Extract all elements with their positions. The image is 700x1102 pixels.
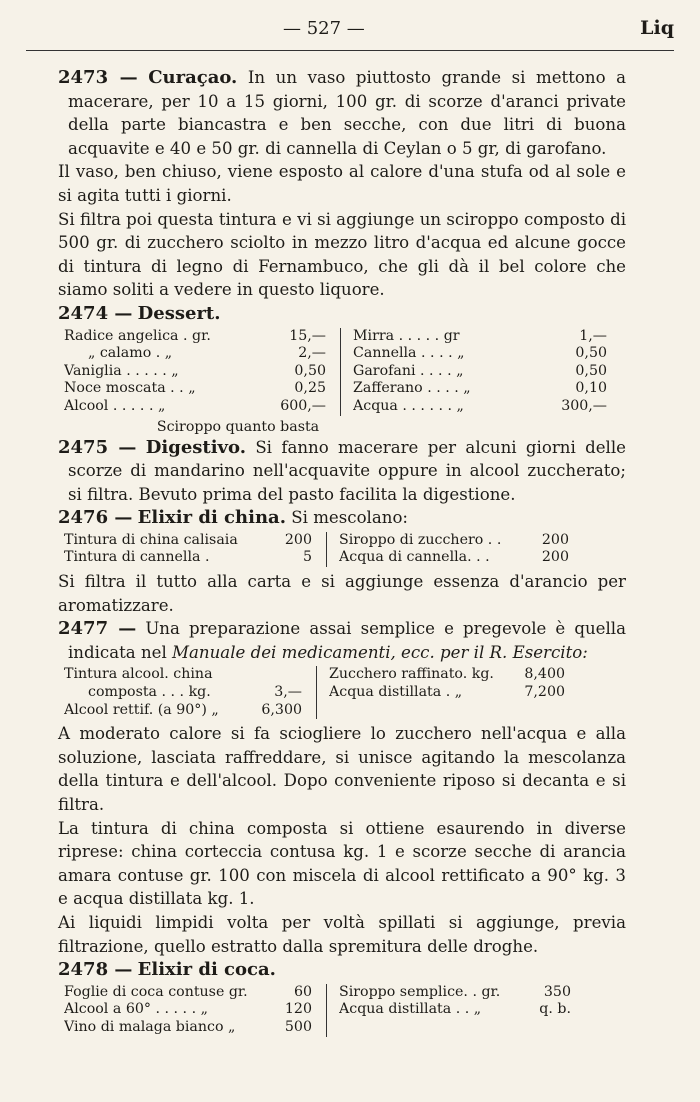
- ingredient-column-left: [58, 328, 340, 416]
- ingredient-row: Tintura alcool. china: [64, 666, 213, 683]
- ingredient-row: Siroppo semplice. . gr. 350: [339, 983, 571, 1000]
- ingredient-row: Alcool . . . . . „ 600,—: [64, 397, 326, 414]
- ingredient-table: [58, 328, 626, 416]
- entry-2474: [58, 302, 626, 326]
- entry-title: Curaçao.: [148, 67, 238, 88]
- ingredient-row: Alcool rettif. (a 90°) „ 6,300: [64, 701, 302, 718]
- ingredient-row: Mirra . . . . . gr 1,—: [353, 327, 607, 344]
- entry-title: Dessert.: [137, 302, 221, 324]
- paragraph: La tintura di china composta si ottiene esaurendo in diverse riprese: china corteccia contusa kg. 1 e scorze secche di arancia amara contuse gr. 100 con miscela di alcool rettificato a 90° kg. 3 e acqua distillata kg. 1.: [58, 818, 626, 909]
- entry-title: Elixir di coca.: [137, 959, 276, 981]
- ingredient-row: Foglie di coca contuse gr. 60: [64, 983, 312, 1000]
- ingredient-row: Tintura di cannella . 5: [64, 549, 312, 566]
- ingredient-row: Alcool a 60° . . . . . „ 120: [64, 1001, 312, 1018]
- paragraph: A moderato calore si fa sciogliere lo zucchero nell'acqua e alla soluzione, lasciata raffreddare, si unisce agitando la mescolanza della tintura e dell'alcool. Dopo conveniente riposo si decanta e si filtra.: [58, 724, 626, 814]
- ingredient-column-left: [58, 532, 326, 567]
- ingredient-row: Garofani . . . . „ 0,50: [353, 362, 607, 379]
- ingredient-row: Tintura di china calisaia 200: [64, 531, 312, 548]
- paragraph: Si filtra il tutto alla carta e si aggiunge essenza d'arancio per aromatizzare.: [58, 572, 626, 615]
- ingredient-row: Vaniglia . . . . . „ 0,50: [64, 362, 326, 379]
- ingredient-row: composta . . . kg. 3,—: [88, 684, 302, 701]
- entry-number: 2475 —: [58, 436, 137, 458]
- entry-title: Elixir di china.: [137, 507, 286, 529]
- paragraph: Si filtra poi questa tintura e vi si aggiunge un sciroppo composto di 500 gr. di zucchero sciolto in mezzo litro d'acqua ed alcune gocce di tintura di legno di Fernambuco, che gli dà il bel colore che siamo soliti a vedere in questo liquore.: [58, 209, 626, 300]
- entry-number: 2473 —: [58, 67, 138, 88]
- ingredient-column-right: [316, 666, 579, 719]
- entry-2475: [58, 436, 626, 507]
- ingredient-column-right: [340, 328, 621, 416]
- page-body: [58, 66, 626, 1040]
- entry-title: Digestivo.: [145, 436, 246, 458]
- ingredient-row: Vino di malaga bianco „ 500: [64, 1018, 312, 1035]
- ingredient-row: Acqua distillata . „ 7,200: [329, 684, 565, 701]
- page-header: [0, 14, 700, 54]
- entry-text: Si mescolano:: [291, 508, 409, 528]
- ingredient-column-right: [326, 532, 583, 567]
- paragraph: Ai liquidi limpidi volta per voltà spillati si aggiunge, previa filtrazione, quello estratto dalla spremitura delle droghe.: [58, 912, 626, 956]
- ingredient-row: Acqua di cannella. . . 200: [339, 549, 569, 566]
- ingredient-row: Noce moscata . . „ 0,25: [64, 380, 326, 397]
- ingredient-row: Zafferano . . . . „ 0,10: [353, 380, 607, 397]
- entry-text: In un vaso piuttosto grande si mettono a macerare, per 10 a 15 giorni, 100 gr. di scorze d'aranci private della parte biancastra e ben secche, con due litri di buona acquavite e 40 e 50 gr. di cannella di Ceylan o 5 gr, di garofano.: [68, 68, 626, 158]
- ingredient-row: Acqua distillata . . „ q. b.: [339, 1001, 571, 1018]
- ingredient-table: [58, 532, 626, 567]
- ingredient-table: [58, 666, 626, 719]
- paragraph: Il vaso, ben chiuso, viene esposto al calore d'una stufa od al sole e si agita tutti i giorni.: [58, 162, 626, 205]
- ingredient-row: Zucchero raffinato. kg. 8,400: [329, 666, 565, 683]
- recipe-footnote: Sciroppo quanto basta: [156, 418, 320, 435]
- entry-2477: [58, 617, 626, 664]
- ingredient-row: „ calamo . „ 2,—: [88, 345, 326, 362]
- ingredient-row: Cannella . . . . „ 0,50: [353, 345, 607, 362]
- ingredient-column-right: [326, 984, 585, 1037]
- entry-2476: [58, 506, 626, 530]
- entry-text: Si fanno macerare per alcuni giorni delle scorze di mandarino nell'acquavite oppure in alcool zuccherato; si filtra. Bevuto prima del pasto facilita la digestione.: [68, 437, 626, 504]
- ingredient-column-left: [58, 666, 316, 719]
- entry-number: 2478 —: [58, 959, 133, 981]
- entry-italic-text: Manuale dei medicamenti, ecc. per il R. Esercito:: [172, 642, 588, 662]
- ingredient-row: Siroppo di zucchero . . 200: [339, 531, 569, 548]
- ingredient-row: Acqua . . . . . . „ 300,—: [353, 397, 607, 414]
- ingredient-row: Radice angelica . gr. 15,—: [64, 327, 326, 344]
- entry-2478: [58, 958, 626, 982]
- running-head: Liq: [640, 17, 674, 39]
- entry-2473: [58, 66, 626, 160]
- page-number: — 527 —: [283, 18, 365, 39]
- entry-number: 2474 —: [58, 302, 133, 324]
- ingredient-table: [58, 984, 626, 1037]
- entry-number: 2476 —: [58, 507, 133, 529]
- ingredient-column-left: [58, 984, 326, 1037]
- header-rule: [26, 50, 674, 51]
- entry-number: 2477 —: [58, 618, 137, 640]
- entry-text: Una preparazione assai semplice e pregevole è quella indicata nel: [68, 619, 626, 662]
